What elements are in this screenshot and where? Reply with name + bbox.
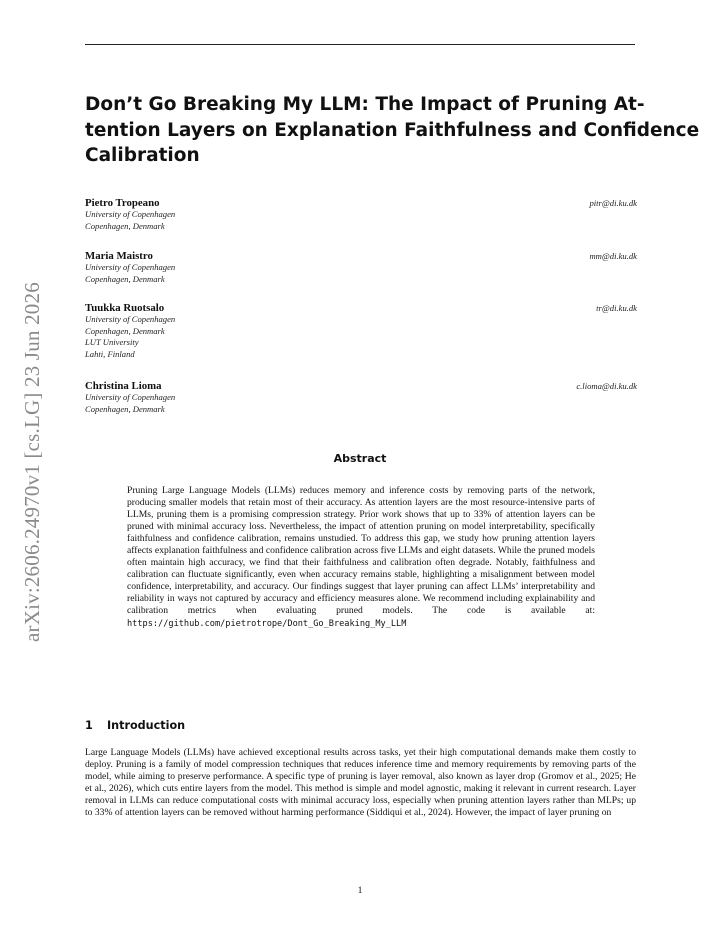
author-block xyxy=(85,197,637,232)
author-block xyxy=(85,250,637,285)
author-name: Tuukka Ruotsalo xyxy=(85,302,165,314)
author-affiliation: Copenhagen, Denmark xyxy=(85,325,165,336)
author-affiliation: University of Copenhagen xyxy=(85,314,176,324)
author-email: c.lioma@di.ku.dk xyxy=(576,381,637,391)
author-affiliation: University of Copenhagen xyxy=(85,262,176,272)
author-affiliation: University of Copenhagen xyxy=(85,392,176,402)
author-affiliation: Lahti, Finland xyxy=(85,348,135,359)
author-email: mm@di.ku.dk xyxy=(589,251,637,261)
author-block xyxy=(85,302,637,360)
author-affiliation: Copenhagen, Denmark xyxy=(85,273,165,284)
abstract-body xyxy=(127,485,595,630)
section-title: Introduction xyxy=(107,719,186,732)
paper-title-line: Calibration xyxy=(85,145,200,166)
abstract-heading: Abstract xyxy=(333,452,387,465)
section-number: 1 xyxy=(85,719,93,732)
abstract-text: Pruning Large Language Models (LLMs) reduces memory and inference costs by removing parts of the network, producing smaller models that retain most of their accuracy. As attention layers are the most resource-intensive parts of LLMs, pruning them is a promising compression strategy. Prior work shows that up to 33% of attention layers can be pruned with minimal accuracy loss. Nevertheless, the impact of attention pruning on model interpretability, specifically faithfulness and confidence calibration, remains unstudied. To address this gap, we study how pruning attention layers affects explanation faithfulness and confidence calibration across five LLMs and eight datasets. While the pruned models often maintain high accuracy, we find that their faithfulness and calibration often degrade. Notably, faithfulness and calibration can fluctuate significantly, even when accuracy remains stable, highlighting a misalignment between model confidence, interpretability, and accuracy. Our findings suggest that layer pruning can affect LLMs’ interpretability and reliability in ways not captured by accuracy and efficiency measures alone. We recommend including explainability and calibration metrics when evaluating pruned models. The code is available at: xyxy=(127,485,595,617)
author-affiliation: Copenhagen, Denmark xyxy=(85,403,165,414)
section-heading xyxy=(85,719,185,732)
paper-title-line: Don’t Go Breaking My LLM: The Impact of Pruning At- xyxy=(85,94,645,115)
introduction-paragraph: Large Language Models (LLMs) have achieved exceptional results across tasks, yet their high computational demands make them costly to deploy. Pruning is a family of model compression techniques that reduces inference time and memory requirements by removing parts of the model, while aiming to preserve performance. A specific type of pruning is layer removal, also known as layer drop (Gromov et al., 2025; He et al., 2026), which cuts entire layers from the model. This method is simple and model agnostic, making it relevant in current research. Layer removal in LLMs can reduce computational costs with minimal accuracy loss, especially when pruning attention layers rather than MLPs; up to 33% of attention layers can be removed without harming performance (Siddiqui et al., 2024). However, the impact of layer pruning on xyxy=(85,747,636,819)
author-affiliation: University of Copenhagen xyxy=(85,209,176,219)
author-name: Pietro Tropeano xyxy=(85,197,160,209)
code-repository-link[interactable]: https://github.com/pietrotrope/Dont_Go_Breaking_My_LLM xyxy=(127,618,407,629)
arxiv-identifier: arXiv:2606.24970v1 [cs.LG] 23 Jun 2026 xyxy=(20,282,44,642)
paper-title-line: tention Layers on Explanation Faithfulness and Confidence xyxy=(85,119,700,141)
author-email: tr@di.ku.dk xyxy=(596,303,637,313)
author-email: pitr@di.ku.dk xyxy=(589,198,637,208)
author-affiliation: Copenhagen, Denmark xyxy=(85,220,165,231)
page-number: 1 xyxy=(357,885,363,896)
paper-title xyxy=(85,92,700,169)
author-name: Christina Lioma xyxy=(85,380,162,392)
author-block xyxy=(85,380,637,415)
author-affiliation: LUT University xyxy=(85,337,139,348)
author-name: Maria Maistro xyxy=(85,250,153,262)
top-rule xyxy=(85,44,635,45)
